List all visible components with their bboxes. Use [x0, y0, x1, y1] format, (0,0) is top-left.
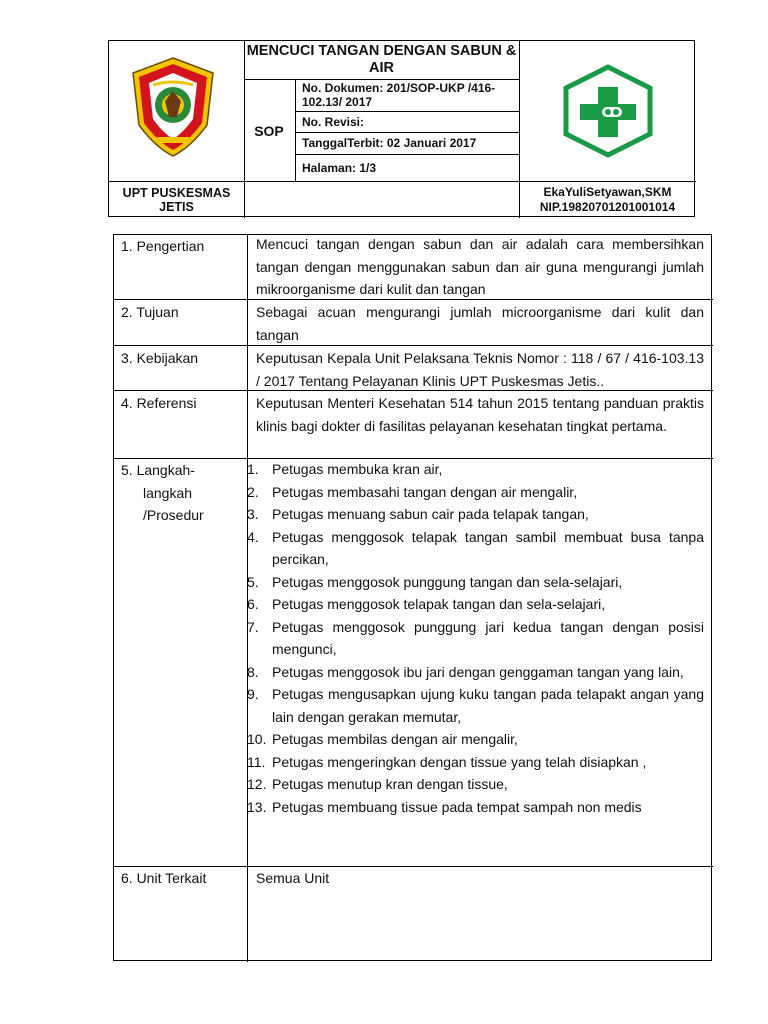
procedure-step [247, 503, 704, 526]
procedure-step [247, 616, 704, 661]
tujuan-label: 2. Tujuan [121, 304, 179, 320]
unit-terkait-text: Semua Unit [256, 870, 330, 886]
step-number: 5. [247, 573, 259, 590]
kebijakan-label: 3. Kebijakan [121, 350, 199, 366]
header-table [108, 40, 695, 217]
step-number: 8. [247, 663, 259, 680]
step-text: Petugas menggosok ibu jari dengan genggaman tangan yang lain, [272, 663, 684, 680]
step-text: Petugas menuang sabun cair pada telapak tangan, [272, 506, 589, 522]
signer-name: EkaYuliSetyawan,SKM [543, 185, 672, 199]
procedure-step [247, 481, 704, 504]
step-text: Petugas menggosok telapak tangan dan sela-selajari, [272, 596, 606, 612]
langkah-label-line-1: 5. Langkah- [121, 462, 195, 478]
doc-number: No. Dokumen: 201/SOP-UKP /416-102.13/ 2017 [302, 81, 496, 109]
page-title: MENCUCI TANGAN DENGAN SABUN & AIR [246, 43, 517, 76]
tujuan-text: Sebagai acuan mengurangi jumlah microorganisme dari kulit dan tangan [256, 304, 704, 343]
signer-block [519, 182, 696, 218]
procedure-step [247, 796, 704, 819]
procedure-step [247, 526, 704, 571]
step-text: Petugas membasahi tangan dengan air mengalir, [272, 483, 578, 500]
step-number: 4. [247, 528, 259, 545]
step-text: Petugas menggosok punggung tangan dan sela-selajari, [272, 573, 623, 590]
step-number: 10. [247, 731, 267, 747]
langkah-label [121, 459, 204, 527]
procedure-step [247, 773, 704, 796]
step-number: 3. [247, 506, 259, 522]
procedure-step [247, 571, 704, 594]
step-text: Petugas membuka kran air, [272, 461, 443, 477]
signer-nip: NIP.19820701201001014 [539, 200, 676, 214]
revision-number: No. Revisi: [302, 114, 365, 129]
langkah-label-line-3: /Prosedur [143, 507, 204, 523]
step-number: 7. [247, 618, 259, 635]
step-number: 9. [247, 686, 259, 702]
referensi-label: 4. Referensi [121, 395, 197, 411]
procedure-step [247, 728, 704, 751]
langkah-label-line-2: langkah [143, 484, 193, 501]
issue-date: TanggalTerbit: 02 Januari 2017 [302, 136, 477, 150]
pengertian-label: 1. Pengertian [121, 238, 205, 254]
step-number: 1. [247, 461, 259, 477]
procedure-steps [247, 458, 704, 818]
step-text: Petugas membilas dengan air mengalir, [272, 731, 518, 747]
step-text: Petugas mengusapkan ujung kuku tangan pada telapakt angan yang lain dengan gerakan memutar, [272, 686, 704, 725]
step-text: Petugas menggosok telapak tangan sambil membuat busa tanpa percikan, [272, 528, 704, 567]
step-text: Petugas menggosok punggung jari kedua tangan dengan posisi mengunci, [272, 618, 704, 657]
puskesmas-logo [558, 63, 658, 159]
procedure-step [247, 683, 704, 728]
procedure-step [247, 661, 704, 684]
unit-terkait-label: 6. Unit Terkait [121, 870, 207, 886]
pengertian-text: Mencuci tangan dengan sabun dan air adalah cara membersihkan tangan dengan menggunakan sabun dan air guna mengurangi jumlah mikroorganisme dari kulit dan tangan [256, 236, 704, 297]
procedure-step [247, 751, 704, 774]
step-text: Petugas menutup kran dengan tissue, [272, 776, 508, 792]
health-cross-icon [558, 63, 658, 159]
coat-of-arms-icon [129, 55, 217, 159]
procedure-step [247, 593, 704, 616]
step-number: 11. [247, 753, 266, 770]
page-number: Halaman: 1/3 [302, 161, 377, 175]
procedure-table [113, 234, 712, 961]
step-number: 2. [247, 483, 259, 500]
kebijakan-text: Keputusan Kepala Unit Pelaksana Teknis Nomor : 118 / 67 / 416-103.13 / 2017 Tentang Pelayanan Klinis UPT Puskesmas Jetis.. [256, 350, 704, 389]
referensi-text: Keputusan Menteri Kesehatan 514 tahun 2015 tentang panduan praktis klinis bagi dokter di fasilitas pelayanan kesehatan tingkat pertama. [256, 395, 704, 434]
step-number: 12. [247, 776, 267, 792]
procedure-step [247, 458, 704, 481]
unit-name: UPT PUSKESMAS JETIS [122, 186, 231, 214]
step-number: 13. [247, 798, 267, 815]
step-number: 6. [247, 596, 259, 612]
step-text: Petugas mengeringkan dengan tissue yang telah disiapkan , [272, 753, 647, 770]
sop-label: SOP [254, 122, 284, 139]
step-text: Petugas membuang tissue pada tempat sampah non medis [272, 798, 642, 815]
regency-logo [129, 55, 217, 159]
